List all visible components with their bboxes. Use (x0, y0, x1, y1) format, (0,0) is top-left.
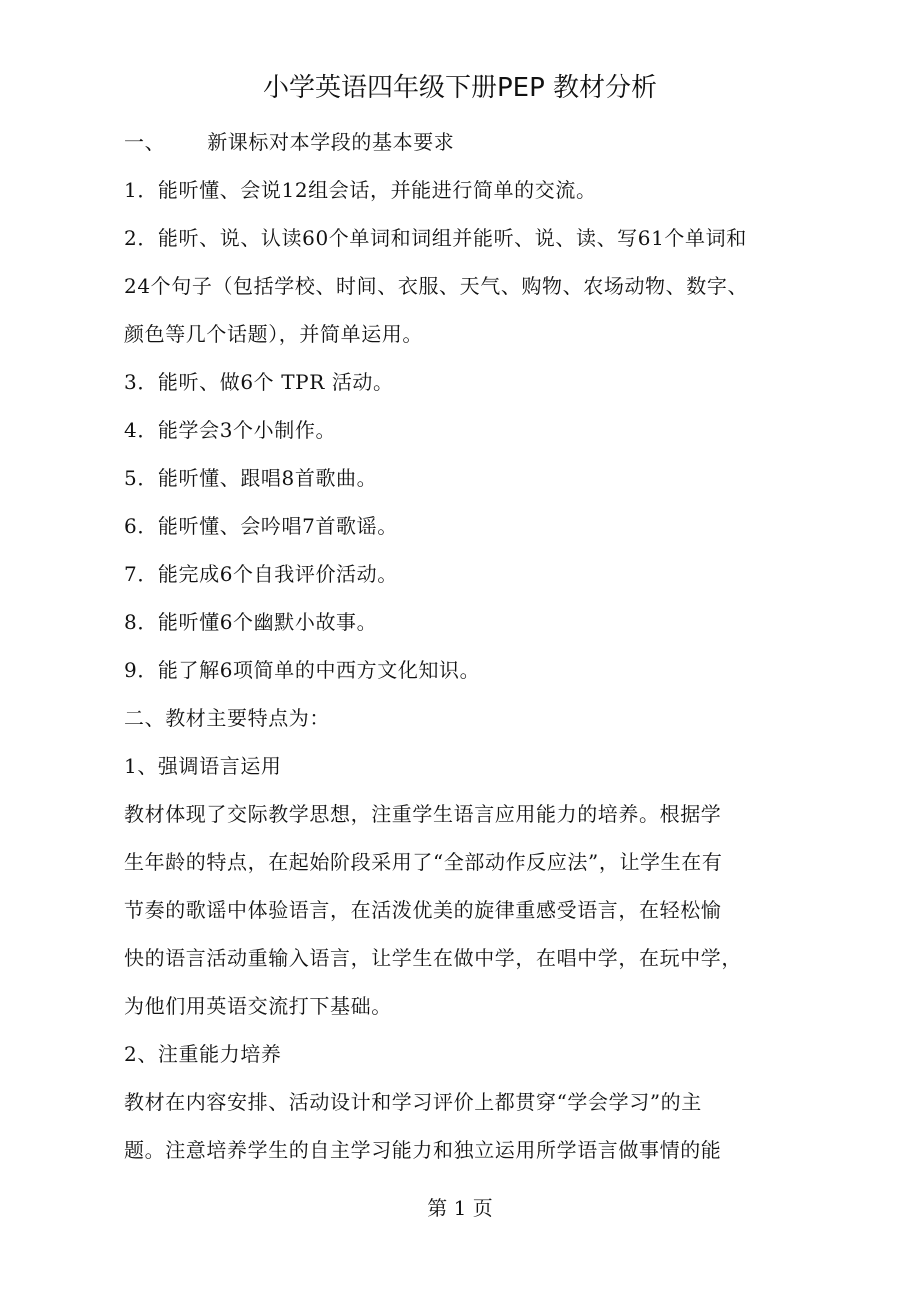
paragraph-line: 教材在内容安排、活动设计和学习评价上都贯穿“学会学习”的主 (124, 1090, 702, 1114)
section-one-number: 一、 (124, 130, 166, 154)
section-two-heading: 二、教材主要特点为： (124, 706, 330, 730)
section-one-heading (124, 118, 810, 166)
requirement-line: 7．能完成6个自我评价活动。 (124, 562, 398, 586)
point-one-heading: 1、强调语言运用 (124, 754, 282, 778)
requirement-line: 颜色等几个话题），并简单运用。 (124, 322, 423, 346)
point-one-paragraph (124, 790, 810, 1030)
document-title: 小学英语四年级下册PEP 教材分析 (262, 73, 658, 103)
point-two-heading: 2、注重能力培养 (124, 1042, 282, 1066)
paragraph-line: 快的语言活动重输入语言，让学生在做中学，在唱中学，在玩中学， (124, 946, 742, 970)
point-two-paragraph (124, 1078, 810, 1174)
paragraph-line: 生年龄的特点，在起始阶段采用了“全部动作反应法”，让学生在有 (124, 850, 723, 874)
requirement-line: 6．能听懂、会吟唱7首歌谣。 (124, 514, 398, 538)
requirement-line: 5．能听懂、跟唱8首歌曲。 (124, 466, 378, 490)
requirement-line: 4．能学会3个小制作。 (124, 418, 337, 442)
requirement-line: 9．能了解6项简单的中西方文化知识。 (124, 658, 481, 682)
paragraph-line: 节奏的歌谣中体验语言，在活泼优美的旋律重感受语言，在轻松愉 (124, 898, 722, 922)
page-number: 第 1 页 (427, 1196, 493, 1220)
requirement-line: 3．能听、做6个 TPR 活动。 (124, 370, 394, 394)
requirement-line: 24个句子（包括学校、时间、衣服、天气、购物、农场动物、数字、 (124, 274, 749, 298)
section-one-title: 新课标对本学段的基本要求 (207, 130, 455, 154)
requirements-list (124, 166, 810, 694)
document-body (124, 118, 810, 1174)
paragraph-line: 为他们用英语交流打下基础。 (124, 994, 392, 1018)
requirement-line: 1．能听懂、会说12组会话，并能进行简单的交流。 (124, 178, 597, 202)
requirement-line: 2．能听、说、认读60个单词和词组并能听、说、读、写61个单词和 (124, 226, 747, 250)
paragraph-line: 教材体现了交际教学思想，注重学生语言应用能力的培养。根据学 (124, 802, 722, 826)
requirement-line: 8．能听懂6个幽默小故事。 (124, 610, 378, 634)
paragraph-line: 题。注意培养学生的自主学习能力和独立运用所学语言做事情的能 (124, 1138, 722, 1162)
